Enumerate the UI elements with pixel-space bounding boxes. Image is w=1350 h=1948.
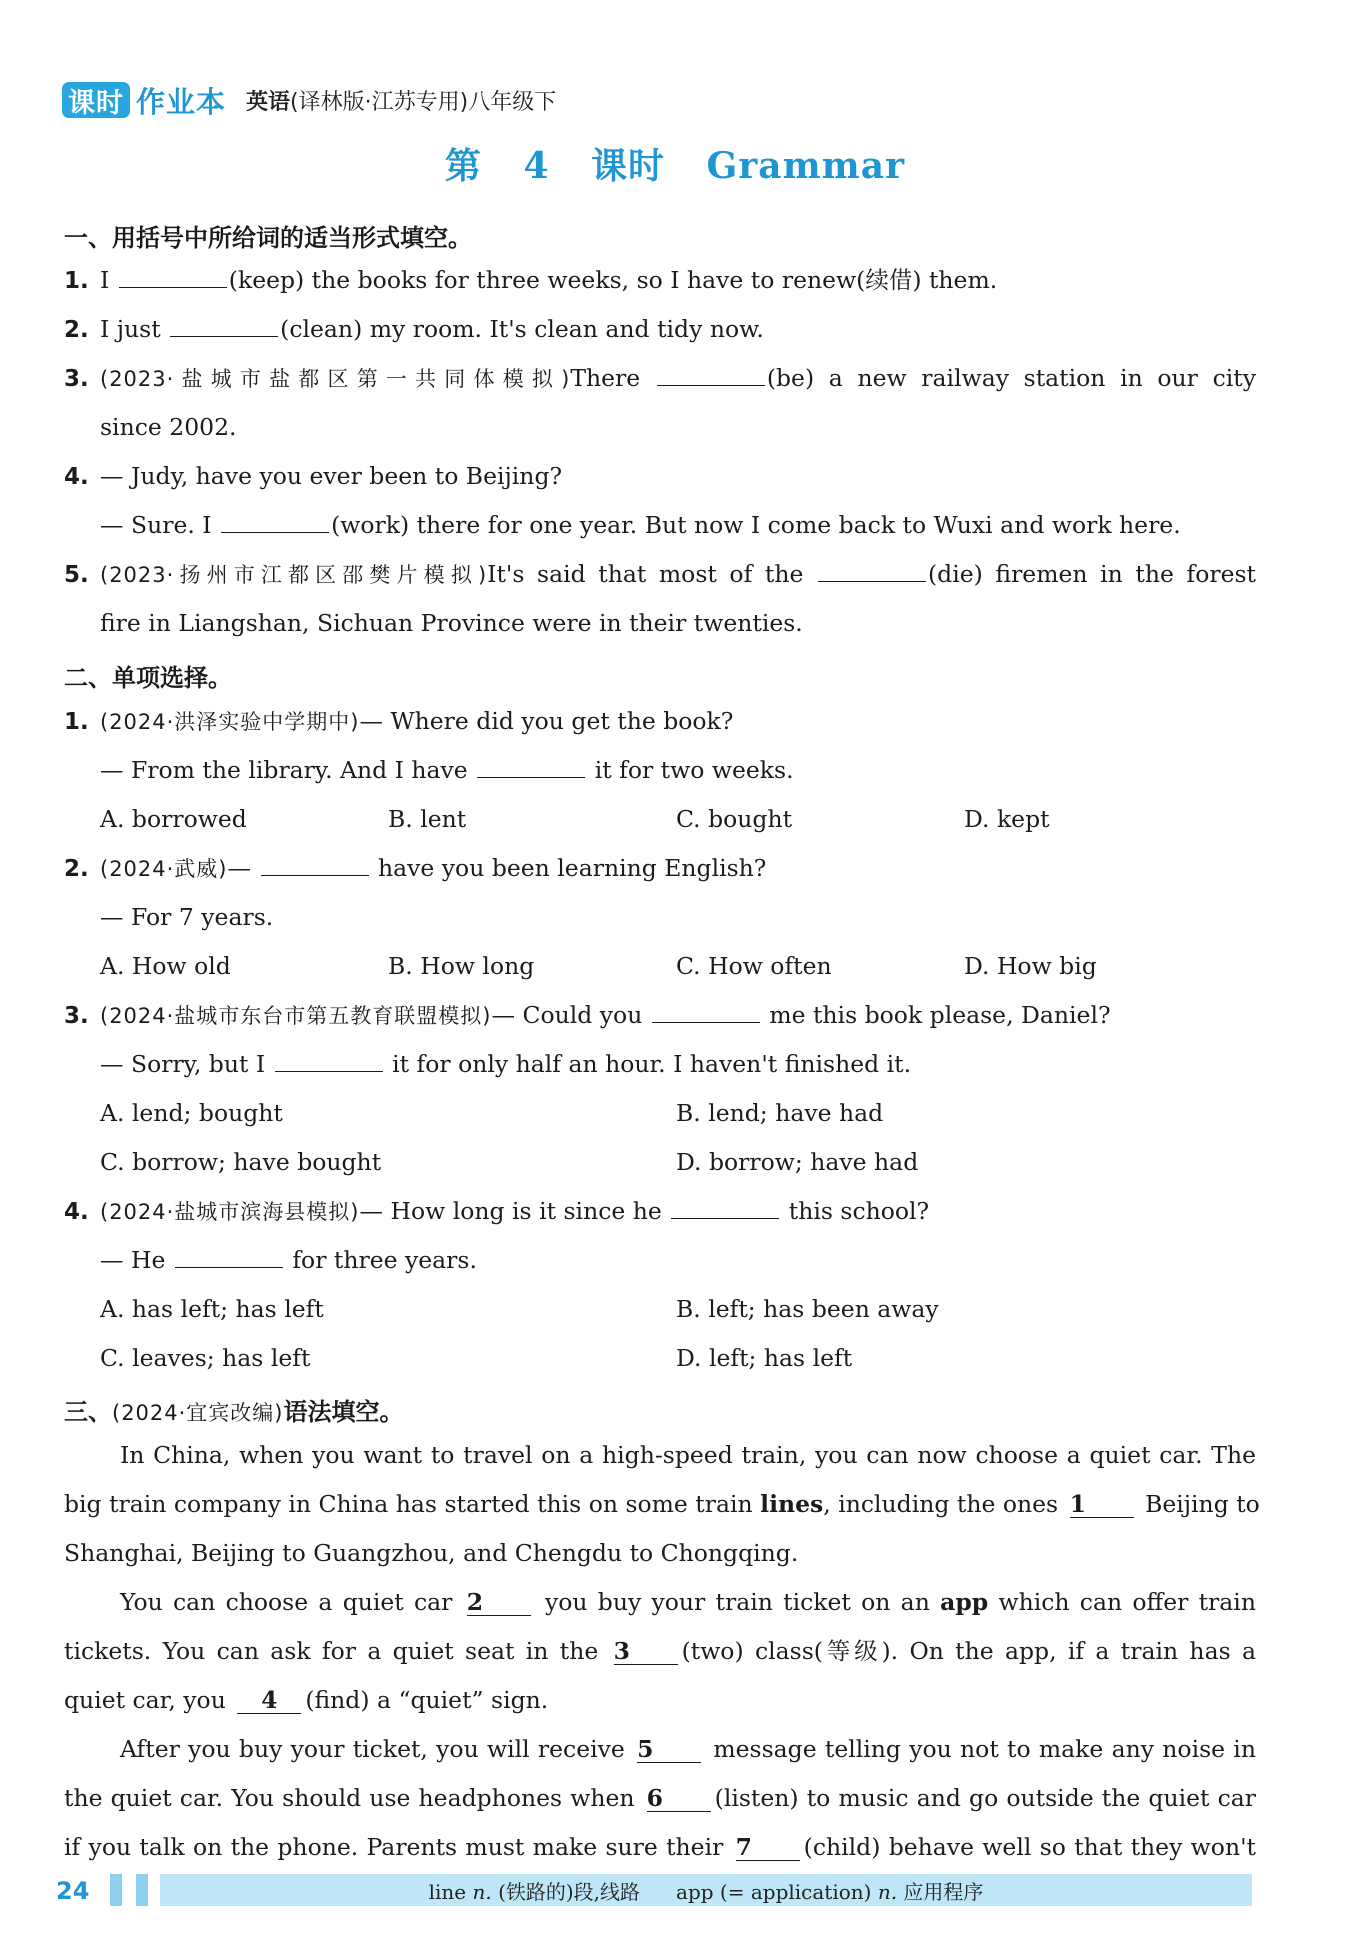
option-a[interactable]: A. lend; bought bbox=[100, 1099, 283, 1127]
p-text: you buy your train ticket on an bbox=[544, 1588, 930, 1616]
gloss-line bbox=[429, 1876, 640, 1905]
p2-line2 bbox=[64, 1636, 1256, 1666]
q-text: me this book please, Daniel? bbox=[769, 1001, 1111, 1029]
p-text: (listen) to music and go outside the quiet car bbox=[714, 1784, 1256, 1812]
q-source: (2024·洪泽实验中学期中) bbox=[100, 710, 360, 734]
q-text: There bbox=[570, 364, 641, 392]
p1-line2 bbox=[64, 1489, 1260, 1519]
q-text: for three years. bbox=[292, 1246, 477, 1274]
option-b[interactable]: B. left; has been away bbox=[676, 1295, 939, 1323]
glossed-word: lines bbox=[760, 1490, 824, 1518]
q-source: (2024·盐城市滨海县模拟) bbox=[100, 1200, 360, 1224]
q-text: I bbox=[100, 266, 110, 294]
p2-line1 bbox=[64, 1587, 1256, 1617]
answer-blank[interactable] bbox=[657, 363, 765, 386]
p-text: if you talk on the phone. Parents must make sure their bbox=[64, 1833, 724, 1861]
q-text: — Where did you get the book? bbox=[359, 707, 734, 735]
p-text: the quiet car. You should use headphones when bbox=[64, 1784, 635, 1812]
vocab-gloss-band bbox=[160, 1874, 1252, 1906]
p3-line1 bbox=[64, 1734, 1256, 1764]
p-text: quiet car, you bbox=[64, 1686, 226, 1714]
s2-q4-options-ab bbox=[64, 1294, 1256, 1324]
option-b[interactable]: B. lent bbox=[388, 805, 467, 833]
option-c[interactable]: C. borrow; have bought bbox=[100, 1148, 382, 1176]
s2-q3 bbox=[64, 1000, 1256, 1031]
option-b[interactable]: B. How long bbox=[388, 952, 535, 980]
option-a[interactable]: A. How old bbox=[100, 952, 231, 980]
answer-blank[interactable] bbox=[477, 755, 585, 778]
option-a[interactable]: A. borrowed bbox=[100, 805, 247, 833]
q-number: 1. bbox=[64, 268, 89, 294]
numbered-blank[interactable]: 6 bbox=[647, 1785, 711, 1812]
s2-q2-options bbox=[64, 951, 1256, 981]
s2-q3-options-cd bbox=[64, 1147, 1256, 1177]
p1-line3: Shanghai, Beijing to Guangzhou, and Chengdu to Chongqing. bbox=[64, 1539, 799, 1567]
q-text: it for only half an hour. I haven't finished it. bbox=[392, 1050, 912, 1078]
footer-decor-bar bbox=[136, 1874, 148, 1906]
p-text: (child) behave well so that they won't bbox=[803, 1833, 1256, 1861]
book-title bbox=[246, 85, 556, 116]
s1-q3 bbox=[64, 363, 1256, 394]
logo-badge: 课时 bbox=[62, 82, 130, 118]
q-text: — Sorry, but I bbox=[100, 1050, 266, 1078]
q-source: (2023·盐城市盐都区第一共同体模拟) bbox=[100, 367, 571, 391]
section-source: (2024·宜宾改编) bbox=[112, 1401, 284, 1425]
option-d[interactable]: D. kept bbox=[964, 805, 1050, 833]
logo-text: 作业本 bbox=[136, 84, 227, 119]
q-text: — Judy, have you ever been to Beijing? bbox=[100, 462, 563, 490]
edition: (译林版·江苏专用)八年级下 bbox=[290, 89, 557, 115]
p-text: tickets. You can ask for a quiet seat in the bbox=[64, 1637, 599, 1665]
section3-title bbox=[64, 1392, 404, 1427]
q-text: — He bbox=[100, 1246, 166, 1274]
s2-q3-options-ab bbox=[64, 1098, 1256, 1128]
gloss-pos: n. bbox=[472, 1879, 492, 1904]
s1-q4-cont bbox=[64, 510, 1256, 540]
q-number: 5. bbox=[64, 562, 89, 588]
q-text: I just bbox=[100, 315, 161, 343]
p-text: After you buy your ticket, you will receive bbox=[120, 1735, 625, 1763]
answer-blank[interactable] bbox=[119, 265, 227, 288]
answer-blank[interactable] bbox=[818, 559, 926, 582]
s1-q5 bbox=[64, 559, 1256, 590]
p3-line3 bbox=[64, 1832, 1256, 1862]
q-number: 1. bbox=[64, 709, 89, 735]
s2-q4-options-cd bbox=[64, 1343, 1256, 1373]
q-number: 3. bbox=[64, 1003, 89, 1029]
p-text: which can offer train bbox=[998, 1588, 1256, 1616]
p-text: big train company in China has started this on some train bbox=[64, 1490, 753, 1518]
numbered-blank[interactable]: 3 bbox=[614, 1638, 678, 1665]
s2-q4-cont bbox=[64, 1245, 1256, 1275]
answer-blank[interactable] bbox=[671, 1196, 779, 1219]
gloss-app bbox=[676, 1876, 983, 1905]
subject: 英语 bbox=[246, 89, 291, 115]
s1-q2 bbox=[64, 314, 1256, 345]
option-c[interactable]: C. bought bbox=[676, 805, 793, 833]
gloss-word: line bbox=[428, 1879, 467, 1904]
q-text: have you been learning English? bbox=[377, 854, 767, 882]
option-a[interactable]: A. has left; has left bbox=[100, 1295, 324, 1323]
s1-q5-cont bbox=[64, 608, 1256, 638]
s2-q3-cont bbox=[64, 1049, 1256, 1079]
q-number: 2. bbox=[64, 856, 89, 882]
q-text: (work) there for one year. But now I come back to Wuxi and work here. bbox=[331, 511, 1181, 539]
s2-q4 bbox=[64, 1196, 1256, 1227]
q-text: (be) a new railway station in our city bbox=[766, 364, 1256, 392]
answer-blank[interactable] bbox=[275, 1049, 383, 1072]
p-text: Beijing to bbox=[1145, 1490, 1260, 1518]
numbered-blank[interactable]: 4 bbox=[237, 1687, 301, 1714]
section2-title: 二、单项选择。 bbox=[64, 664, 232, 692]
numbered-blank[interactable]: 7 bbox=[736, 1834, 800, 1861]
footer-decor-bar bbox=[110, 1874, 122, 1906]
q-text: — For 7 years. bbox=[100, 903, 274, 931]
lesson-title: 第 4 课时 Grammar bbox=[444, 145, 906, 187]
option-d[interactable]: D. How big bbox=[964, 952, 1097, 980]
q-text: this school? bbox=[788, 1197, 930, 1225]
q-text: — From the library. And I have bbox=[100, 756, 468, 784]
answer-blank[interactable] bbox=[175, 1245, 283, 1268]
gloss-def: 应用程序 bbox=[903, 1879, 984, 1904]
s2-q1-cont bbox=[64, 755, 1256, 785]
section-label: 语法填空。 bbox=[283, 1398, 404, 1426]
numbered-blank[interactable]: 1 bbox=[1070, 1491, 1134, 1518]
gloss-pos: n. bbox=[877, 1879, 898, 1904]
answer-blank[interactable] bbox=[261, 853, 369, 876]
page-number: 24 bbox=[56, 1877, 90, 1905]
s2-q1-options bbox=[64, 804, 1256, 834]
option-c[interactable]: C. How often bbox=[676, 952, 832, 980]
answer-blank[interactable] bbox=[170, 314, 278, 337]
q-source: (2024·武威) bbox=[100, 857, 228, 881]
p1-line1: In China, when you want to travel on a high-speed train, you can now choose a quiet car. The bbox=[120, 1441, 1256, 1469]
option-b[interactable]: B. lend; have had bbox=[676, 1099, 884, 1127]
s2-q2 bbox=[64, 853, 1256, 884]
p-text: (find) a “quiet” sign. bbox=[305, 1686, 549, 1714]
q-number: 2. bbox=[64, 317, 89, 343]
q-text: (die) firemen in the forest bbox=[927, 560, 1256, 588]
p2-line3 bbox=[64, 1685, 1256, 1715]
q-text: — Could you bbox=[491, 1001, 643, 1029]
q-text: — bbox=[227, 854, 252, 882]
answer-blank[interactable] bbox=[652, 1000, 760, 1023]
q-text: it for two weeks. bbox=[594, 756, 794, 784]
s1-q1 bbox=[64, 265, 1256, 296]
answer-blank[interactable] bbox=[221, 510, 329, 533]
p-text: , including the ones bbox=[823, 1490, 1059, 1518]
q-text: (clean) my room. It's clean and tidy now. bbox=[280, 315, 764, 343]
q-number: 4. bbox=[64, 464, 89, 490]
section-number: 三、 bbox=[64, 1398, 112, 1426]
q-text: fire in Liangshan, Sichuan Province were in their twenties. bbox=[100, 609, 803, 637]
page-header bbox=[62, 78, 556, 122]
p-text: message telling you not to make any noise in bbox=[713, 1735, 1256, 1763]
q-number: 3. bbox=[64, 366, 89, 392]
s1-q3-cont bbox=[64, 412, 1256, 442]
s2-q1 bbox=[64, 706, 1256, 737]
option-d[interactable]: D. borrow; have had bbox=[676, 1148, 919, 1176]
p-text: (two) class(等级). On the app, if a train has a bbox=[681, 1637, 1256, 1665]
s2-q2-cont bbox=[64, 902, 1256, 932]
q-text: It's said that most of the bbox=[487, 560, 804, 588]
q-source: (2023·扬州市江都区邵樊片模拟) bbox=[100, 563, 488, 587]
q-number: 4. bbox=[64, 1199, 89, 1225]
option-d[interactable]: D. left; has left bbox=[676, 1344, 853, 1372]
q-text: since 2002. bbox=[100, 413, 237, 441]
s1-q4 bbox=[64, 461, 1256, 492]
q-text: — Sure. I bbox=[100, 511, 212, 539]
p3-line2 bbox=[64, 1783, 1256, 1813]
gloss-word: app (= application) bbox=[676, 1879, 872, 1904]
section1-title: 一、用括号中所给词的适当形式填空。 bbox=[64, 224, 472, 252]
p-text: You can choose a quiet car bbox=[120, 1588, 453, 1616]
numbered-blank[interactable]: 5 bbox=[637, 1736, 701, 1763]
glossed-word: app bbox=[940, 1588, 989, 1616]
q-text: (keep) the books for three weeks, so I have to renew(续借) them. bbox=[228, 266, 998, 294]
numbered-blank[interactable]: 2 bbox=[467, 1589, 531, 1616]
q-source: (2024·盐城市东台市第五教育联盟模拟) bbox=[100, 1004, 492, 1028]
option-c[interactable]: C. leaves; has left bbox=[100, 1344, 311, 1372]
gloss-def: (铁路的)段,线路 bbox=[498, 1879, 641, 1904]
q-text: — How long is it since he bbox=[359, 1197, 662, 1225]
